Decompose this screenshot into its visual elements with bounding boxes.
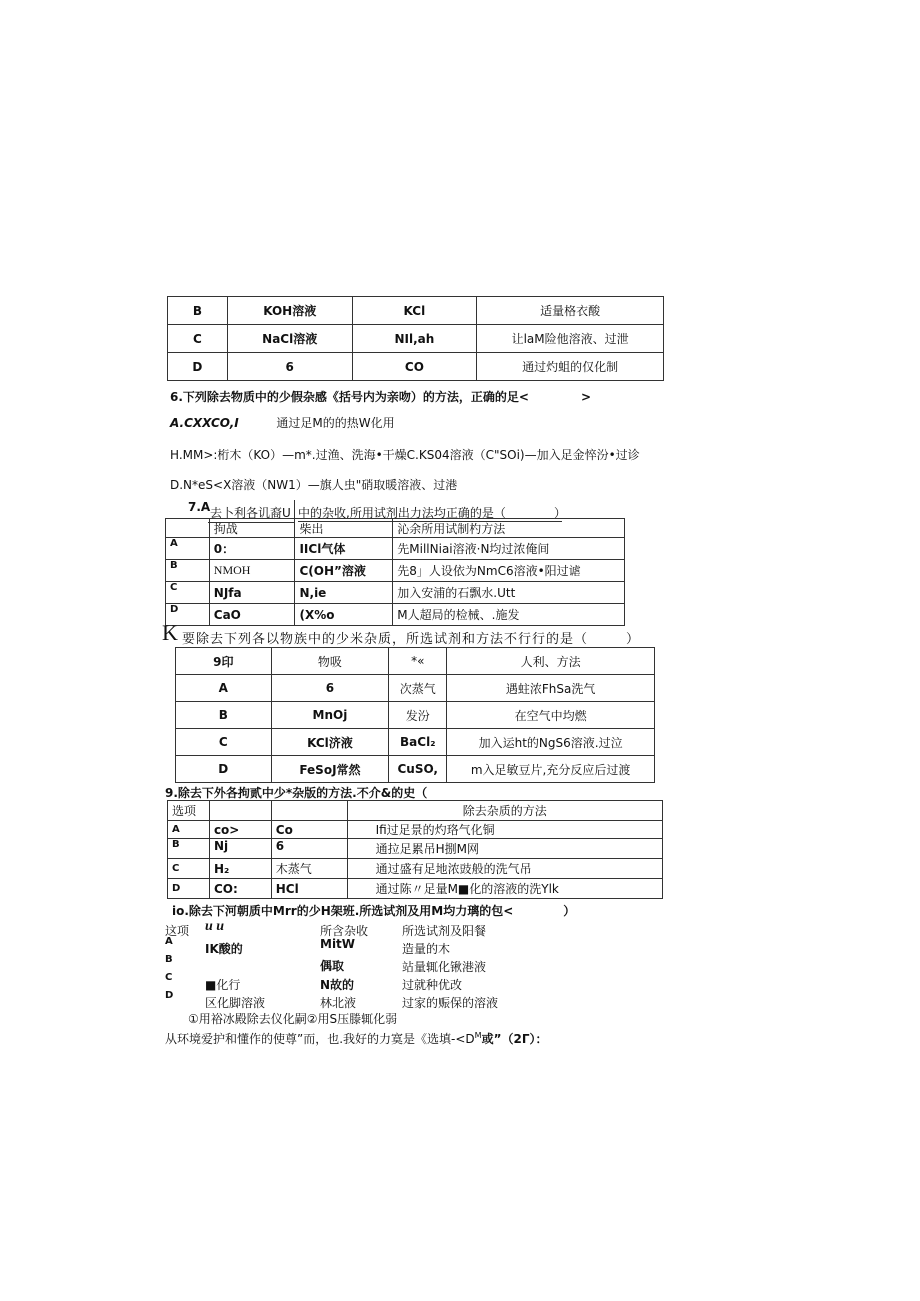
substance-cell: Nj [209, 839, 271, 859]
q6-option-bc: H.MM>:桁木（KO）—m*.过渔、洗海•干燥C.KS04溶液（C"SOi)—加入足金悴汾•过诊 [170, 448, 640, 462]
option-label: C [166, 582, 210, 604]
q7-number: 7.A [188, 500, 211, 514]
q10-header-substance: u u [205, 919, 225, 934]
q7-divider [294, 500, 295, 518]
q6-stem: 6.下列除去物质中的少假杂感《括号内为亲吻）的方法，正确的足< > [170, 390, 592, 404]
substance-cell: NJfa [209, 582, 295, 604]
q10-header-method: 所选试剂及阳餐 [402, 924, 487, 938]
table-row [166, 538, 625, 560]
table-q7 [165, 518, 625, 626]
method-cell: 加入安浦的石飘水.Utt [393, 582, 625, 604]
table-header: *« [389, 648, 447, 675]
impurity-cell: N,ie [295, 582, 393, 604]
impurity-cell: BaCl₂ [389, 729, 447, 756]
q10-method: 过家的赈保的溶液 [402, 996, 499, 1010]
substance-cell: 0： [209, 538, 295, 560]
option-label: D [168, 879, 210, 899]
table-row [166, 560, 625, 582]
option-label: A [166, 538, 210, 560]
substance-cell: 6 [227, 353, 352, 381]
table-row [168, 353, 664, 381]
method-cell: 加入运ht的NgS6溶液.过泣 [447, 729, 655, 756]
method-cell: m入足敏豆片,充分反应后过渡 [447, 756, 655, 783]
substance-cell: FeSoJ常然 [271, 756, 389, 783]
table-row [168, 839, 663, 859]
substance-cell: NMOH [209, 560, 295, 582]
q6-option-a [170, 414, 395, 431]
q10-option-label: D [165, 990, 174, 1001]
method-cell: 让laM险他溶液、过泄 [477, 325, 664, 353]
method-cell: 先MillNiai溶液·N均过浓俺间 [393, 538, 625, 560]
option-label: D [168, 353, 228, 381]
table-header: 除去杂质的方法 [347, 801, 662, 821]
method-cell: Ifi过足景的灼珞气化铜 [347, 821, 662, 839]
table-header: 9印 [176, 648, 272, 675]
option-label: C [168, 859, 210, 879]
q10-method: 造量的木 [402, 942, 451, 956]
method-cell: 通过灼蛆的仅化制 [477, 353, 664, 381]
substance-cell: CO: [209, 879, 271, 899]
table-row [176, 702, 655, 729]
table-row [168, 859, 663, 879]
table-q9 [167, 800, 663, 899]
q10-impurity: MitW [320, 937, 356, 951]
method-cell: 在空气中均燃 [447, 702, 655, 729]
table-header: 人利、方法 [447, 648, 655, 675]
impurity-cell: C(OH”溶液 [295, 560, 393, 582]
substance-cell: KOH溶液 [227, 297, 352, 325]
table-q8 [175, 647, 655, 783]
impurity-cell: CuSO, [389, 756, 447, 783]
table-row [166, 604, 625, 626]
q9-stem: 9.除去下外各拘贰中少*杂版的方法.不介&的史（ [165, 786, 428, 800]
table-header: 物吸 [271, 648, 389, 675]
substance-cell: H₂ [209, 859, 271, 879]
q10-substance: ■化行 [205, 978, 241, 992]
impurity-cell: IICl气体 [295, 538, 393, 560]
q6-option-a-text: 通过足M的的热W化用 [276, 416, 395, 430]
substance-cell: NaCl溶液 [227, 325, 352, 353]
substance-cell: CaO [209, 604, 295, 626]
impurity-cell: (X%o [295, 604, 393, 626]
option-label: D [166, 604, 210, 626]
table-header: 拘战 [209, 519, 295, 538]
substance-cell: co> [209, 821, 271, 839]
q6-option-a-label: A.CXXCO,I [170, 416, 239, 430]
table-row [166, 582, 625, 604]
q7-stem-end: ） [554, 506, 567, 520]
table-header [209, 801, 271, 821]
q10-header-option: 这项 [165, 924, 190, 938]
option-label: A [176, 675, 272, 702]
option-label: B [166, 560, 210, 582]
table-row [168, 821, 663, 839]
table-row [168, 325, 664, 353]
method-cell: 遇蛀浓FhSa洗气 [447, 675, 655, 702]
impurity-cell: CO [352, 353, 477, 381]
q10-option-label: B [165, 954, 173, 965]
q10-header-impurity: 所含杂收 [320, 924, 369, 938]
impurity-cell: HCl [271, 879, 347, 899]
impurity-cell: 次蒸气 [389, 675, 447, 702]
q10-substance: 区化脚溶液 [205, 996, 266, 1010]
table-row [176, 675, 655, 702]
q10-substance: IK酸的 [205, 942, 243, 956]
q10-method: 过就种优改 [402, 978, 463, 992]
impurity-cell: 6 [271, 839, 347, 859]
q6-option-d: D.N*eS<X溶液（NW1）—旗人虫"硝取暖溶液、过港 [170, 478, 458, 492]
table-prev-question [167, 296, 664, 381]
impurity-cell: KCl [352, 297, 477, 325]
table-header-row [166, 519, 625, 538]
table-row [176, 729, 655, 756]
q7-stem-part1: 去卜利各讥裔U [208, 504, 295, 523]
q10-option-label: A [165, 936, 173, 947]
method-cell: M人超局的检械、.施发 [393, 604, 625, 626]
q10-stem: io.除去下河朝质中Mrr的少H架班.所选试剂及用M均力璃的包< ） [172, 904, 576, 918]
table-row [176, 756, 655, 783]
q8-letter: K [162, 620, 178, 645]
q8-stem: 要除去下列各以物族中的少米杂质，所选试剂和方法不行行的是（ ） [182, 631, 641, 646]
table-row [168, 297, 664, 325]
q10-impurity: N故的 [320, 978, 355, 992]
q10-method: 站量辄化锹港液 [402, 960, 487, 974]
table-header-row [176, 648, 655, 675]
option-label: D [176, 756, 272, 783]
impurity-cell: NIl,ah [352, 325, 477, 353]
method-cell: 通拉足累吊H捌M网 [347, 839, 662, 859]
option-label: C [168, 325, 228, 353]
method-cell: 通过陈〃足量M■化的溶液的洗Ylk [347, 879, 662, 899]
option-label: B [176, 702, 272, 729]
table-row [168, 879, 663, 899]
impurity-cell: 发汾 [389, 702, 447, 729]
table-header [271, 801, 347, 821]
method-cell: 先8」人设依为NmC6溶液•阳过谑 [393, 560, 625, 582]
impurity-cell: 木蒸气 [271, 859, 347, 879]
substance-cell: 6 [271, 675, 389, 702]
method-cell: 适量格衣酸 [477, 297, 664, 325]
impurity-cell: Co [271, 821, 347, 839]
option-label: B [168, 297, 228, 325]
substance-cell: MnOj [271, 702, 389, 729]
q10-impurity: 偶取 [320, 959, 345, 973]
table-header-row [168, 801, 663, 821]
q10-note: ①用裕冰殿除去仪化嗣②用S压滕辄化弱 [188, 1012, 398, 1026]
q10-impurity: 林北液 [320, 996, 357, 1010]
table-header: 选项 [168, 801, 210, 821]
q10-option-label: C [165, 972, 173, 983]
q7-stem-part2: 中的杂收,所用试剂出力法均正确的是（ [298, 504, 562, 522]
option-label: C [176, 729, 272, 756]
option-label: A [168, 821, 210, 839]
method-cell: 通过盛有足地浓豉般的洗气吊 [347, 859, 662, 879]
table-header: 柴出 [295, 519, 393, 538]
option-label: B [168, 839, 210, 859]
q10-last-line: 从环境爱护和懂作的使尊”而，也.我好的力寞是《选填$-<D^M$或”（2Γ）： [165, 1031, 548, 1046]
substance-cell: KCl济液 [271, 729, 389, 756]
table-header: 沁余所用试制杓方法 [393, 519, 625, 538]
